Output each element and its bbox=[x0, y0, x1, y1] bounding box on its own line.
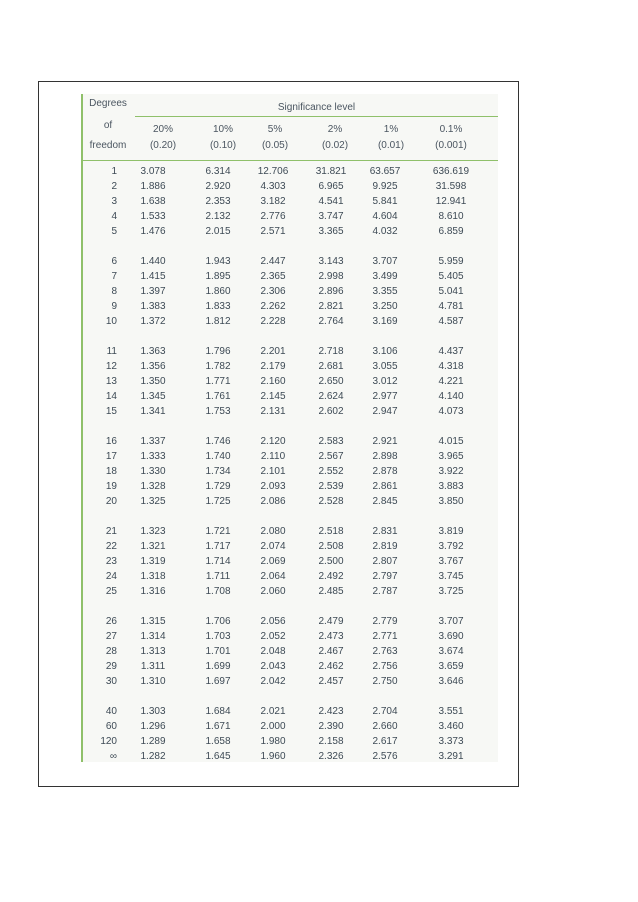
critical-value-cell: 3.745 bbox=[438, 571, 464, 582]
degrees-of-freedom-cell: 4 bbox=[111, 211, 117, 222]
critical-value-cell: 2.624 bbox=[318, 391, 344, 402]
critical-value-cell: 2.977 bbox=[372, 391, 398, 402]
critical-value-cell: 3.169 bbox=[372, 316, 398, 327]
critical-value-cell: 1.886 bbox=[140, 181, 166, 192]
critical-value-cell: 3.707 bbox=[438, 616, 464, 627]
critical-value-cell: 2.518 bbox=[318, 526, 344, 537]
degrees-of-freedom-cell: 19 bbox=[105, 481, 117, 492]
critical-value-cell: 2.145 bbox=[260, 391, 286, 402]
critical-value-cell: 2.048 bbox=[260, 646, 286, 657]
degrees-of-freedom-cell: 28 bbox=[105, 646, 117, 657]
table-row bbox=[83, 646, 498, 661]
critical-value-cell: 2.390 bbox=[318, 721, 344, 732]
table-row bbox=[83, 346, 498, 361]
degrees-of-freedom-cell: 18 bbox=[105, 466, 117, 477]
critical-value-cell: 2.920 bbox=[205, 181, 231, 192]
critical-value-cell: 2.056 bbox=[260, 616, 286, 627]
critical-value-cell: 2.365 bbox=[260, 271, 286, 282]
degrees-of-freedom-cell: 21 bbox=[105, 526, 117, 537]
critical-value-cell: 4.587 bbox=[438, 316, 464, 327]
critical-value-cell: 1.895 bbox=[205, 271, 231, 282]
critical-value-cell: 3.078 bbox=[140, 166, 166, 177]
critical-value-cell: 1.860 bbox=[205, 286, 231, 297]
critical-value-cell: 3.551 bbox=[438, 706, 464, 717]
column-header-pct: 10% bbox=[212, 124, 233, 135]
column-header-pct: 5% bbox=[267, 124, 283, 135]
critical-value-cell: 1.729 bbox=[205, 481, 231, 492]
critical-value-cell: 1.350 bbox=[140, 376, 166, 387]
critical-value-cell: 3.819 bbox=[438, 526, 464, 537]
critical-value-cell: 1.761 bbox=[205, 391, 231, 402]
critical-value-cell: 1.703 bbox=[205, 631, 231, 642]
t-distribution-table bbox=[81, 94, 498, 762]
critical-value-cell: 1.671 bbox=[205, 721, 231, 732]
critical-value-cell: 1.372 bbox=[140, 316, 166, 327]
column-header-probability: (0.01) bbox=[377, 140, 405, 151]
critical-value-cell: 1.296 bbox=[140, 721, 166, 732]
degrees-of-freedom-cell: 6 bbox=[111, 256, 117, 267]
critical-value-cell: 9.925 bbox=[372, 181, 398, 192]
table-row bbox=[83, 376, 498, 391]
critical-value-cell: 1.363 bbox=[140, 346, 166, 357]
critical-value-cell: 1.325 bbox=[140, 496, 166, 507]
degrees-of-freedom-cell: 12 bbox=[105, 361, 117, 372]
critical-value-cell: 2.052 bbox=[260, 631, 286, 642]
degrees-of-freedom-cell: ∞ bbox=[109, 751, 117, 762]
header-degrees: Degrees bbox=[89, 98, 127, 109]
column-header-pct: 0.1% bbox=[439, 124, 463, 135]
critical-value-cell: 4.437 bbox=[438, 346, 464, 357]
critical-value-cell: 2.797 bbox=[372, 571, 398, 582]
critical-value-cell: 3.707 bbox=[372, 256, 398, 267]
critical-value-cell: 1.440 bbox=[140, 256, 166, 267]
critical-value-cell: 1.725 bbox=[205, 496, 231, 507]
critical-value-cell: 2.681 bbox=[318, 361, 344, 372]
critical-value-cell: 1.645 bbox=[205, 751, 231, 762]
table-row bbox=[83, 481, 498, 496]
degrees-of-freedom-cell: 9 bbox=[111, 301, 117, 312]
table-row bbox=[83, 556, 498, 571]
critical-value-cell: 4.221 bbox=[438, 376, 464, 387]
table-row bbox=[83, 616, 498, 631]
degrees-of-freedom-cell: 29 bbox=[105, 661, 117, 672]
table-row bbox=[83, 721, 498, 736]
critical-value-cell: 2.080 bbox=[260, 526, 286, 537]
critical-value-cell: 3.747 bbox=[318, 211, 344, 222]
critical-value-cell: 2.132 bbox=[205, 211, 231, 222]
table-row bbox=[83, 196, 498, 211]
critical-value-cell: 2.718 bbox=[318, 346, 344, 357]
degrees-of-freedom-cell: 27 bbox=[105, 631, 117, 642]
critical-value-cell: 2.467 bbox=[318, 646, 344, 657]
critical-value-cell: 3.767 bbox=[438, 556, 464, 567]
critical-value-cell: 1.356 bbox=[140, 361, 166, 372]
critical-value-cell: 3.460 bbox=[438, 721, 464, 732]
critical-value-cell: 2.120 bbox=[260, 436, 286, 447]
table-row bbox=[83, 661, 498, 676]
critical-value-cell: 5.959 bbox=[438, 256, 464, 267]
critical-value-cell: 2.571 bbox=[260, 226, 286, 237]
table-row bbox=[83, 676, 498, 691]
critical-value-cell: 2.492 bbox=[318, 571, 344, 582]
critical-value-cell: 2.101 bbox=[260, 466, 286, 477]
critical-value-cell: 5.405 bbox=[438, 271, 464, 282]
critical-value-cell: 1.318 bbox=[140, 571, 166, 582]
critical-value-cell: 3.499 bbox=[372, 271, 398, 282]
degrees-of-freedom-cell: 120 bbox=[100, 736, 117, 747]
critical-value-cell: 1.706 bbox=[205, 616, 231, 627]
critical-value-cell: 1.328 bbox=[140, 481, 166, 492]
critical-value-cell: 4.140 bbox=[438, 391, 464, 402]
critical-value-cell: 2.042 bbox=[260, 676, 286, 687]
critical-value-cell: 2.479 bbox=[318, 616, 344, 627]
table-row bbox=[83, 391, 498, 406]
degrees-of-freedom-cell: 25 bbox=[105, 586, 117, 597]
critical-value-cell: 1.753 bbox=[205, 406, 231, 417]
table-row bbox=[83, 256, 498, 271]
critical-value-cell: 2.831 bbox=[372, 526, 398, 537]
critical-value-cell: 31.598 bbox=[435, 181, 467, 192]
critical-value-cell: 1.740 bbox=[205, 451, 231, 462]
column-header-probability: (0.10) bbox=[209, 140, 237, 151]
critical-value-cell: 2.898 bbox=[372, 451, 398, 462]
column-header-pct: 1% bbox=[383, 124, 399, 135]
critical-value-cell: 2.201 bbox=[260, 346, 286, 357]
critical-value-cell: 1.323 bbox=[140, 526, 166, 537]
header-rule-top bbox=[135, 116, 498, 117]
critical-value-cell: 1.289 bbox=[140, 736, 166, 747]
degrees-of-freedom-cell: 30 bbox=[105, 676, 117, 687]
critical-value-cell: 3.965 bbox=[438, 451, 464, 462]
critical-value-cell: 2.878 bbox=[372, 466, 398, 477]
critical-value-cell: 1.721 bbox=[205, 526, 231, 537]
critical-value-cell: 2.473 bbox=[318, 631, 344, 642]
degrees-of-freedom-cell: 7 bbox=[111, 271, 117, 282]
critical-value-cell: 1.960 bbox=[260, 751, 286, 762]
critical-value-cell: 2.764 bbox=[318, 316, 344, 327]
critical-value-cell: 2.821 bbox=[318, 301, 344, 312]
critical-value-cell: 4.073 bbox=[438, 406, 464, 417]
critical-value-cell: 4.781 bbox=[438, 301, 464, 312]
critical-value-cell: 1.711 bbox=[205, 571, 231, 582]
table-row bbox=[83, 526, 498, 541]
critical-value-cell: 2.576 bbox=[372, 751, 398, 762]
critical-value-cell: 2.704 bbox=[372, 706, 398, 717]
critical-value-cell: 2.228 bbox=[260, 316, 286, 327]
degrees-of-freedom-cell: 5 bbox=[111, 226, 117, 237]
critical-value-cell: 1.796 bbox=[205, 346, 231, 357]
critical-value-cell: 2.306 bbox=[260, 286, 286, 297]
critical-value-cell: 1.658 bbox=[205, 736, 231, 747]
critical-value-cell: 1.316 bbox=[140, 586, 166, 597]
column-header-pct: 2% bbox=[327, 124, 343, 135]
critical-value-cell: 2.650 bbox=[318, 376, 344, 387]
critical-value-cell: 1.717 bbox=[205, 541, 231, 552]
critical-value-cell: 2.763 bbox=[372, 646, 398, 657]
table-row bbox=[83, 361, 498, 376]
critical-value-cell: 1.833 bbox=[205, 301, 231, 312]
critical-value-cell: 1.771 bbox=[205, 376, 231, 387]
critical-value-cell: 3.646 bbox=[438, 676, 464, 687]
critical-value-cell: 3.291 bbox=[438, 751, 464, 762]
critical-value-cell: 2.787 bbox=[372, 586, 398, 597]
critical-value-cell: 1.397 bbox=[140, 286, 166, 297]
table-row bbox=[83, 226, 498, 241]
table-row bbox=[83, 436, 498, 451]
column-header-probability: (0.02) bbox=[321, 140, 349, 151]
critical-value-cell: 1.980 bbox=[260, 736, 286, 747]
critical-value-cell: 636.619 bbox=[432, 166, 470, 177]
critical-value-cell: 2.485 bbox=[318, 586, 344, 597]
critical-value-cell: 2.000 bbox=[260, 721, 286, 732]
critical-value-cell: 2.617 bbox=[372, 736, 398, 747]
table-row bbox=[83, 451, 498, 466]
critical-value-cell: 3.674 bbox=[438, 646, 464, 657]
critical-value-cell: 4.015 bbox=[438, 436, 464, 447]
critical-value-cell: 2.602 bbox=[318, 406, 344, 417]
critical-value-cell: 2.896 bbox=[318, 286, 344, 297]
critical-value-cell: 2.819 bbox=[372, 541, 398, 552]
column-header-probability: (0.001) bbox=[435, 140, 467, 151]
critical-value-cell: 2.326 bbox=[318, 751, 344, 762]
critical-value-cell: 12.941 bbox=[435, 196, 467, 207]
critical-value-cell: 3.725 bbox=[438, 586, 464, 597]
page-frame bbox=[38, 81, 519, 787]
critical-value-cell: 1.333 bbox=[140, 451, 166, 462]
critical-value-cell: 1.314 bbox=[140, 631, 166, 642]
critical-value-cell: 2.086 bbox=[260, 496, 286, 507]
critical-value-cell: 1.476 bbox=[140, 226, 166, 237]
critical-value-cell: 2.508 bbox=[318, 541, 344, 552]
critical-value-cell: 2.552 bbox=[318, 466, 344, 477]
table-row bbox=[83, 586, 498, 601]
degrees-of-freedom-cell: 11 bbox=[106, 346, 117, 357]
degrees-of-freedom-cell: 14 bbox=[105, 391, 117, 402]
table-row bbox=[83, 211, 498, 226]
degrees-of-freedom-cell: 60 bbox=[105, 721, 117, 732]
critical-value-cell: 1.341 bbox=[140, 406, 166, 417]
critical-value-cell: 6.314 bbox=[205, 166, 231, 177]
critical-value-cell: 4.541 bbox=[318, 196, 344, 207]
critical-value-cell: 2.947 bbox=[372, 406, 398, 417]
critical-value-cell: 2.567 bbox=[318, 451, 344, 462]
degrees-of-freedom-cell: 20 bbox=[105, 496, 117, 507]
critical-value-cell: 1.303 bbox=[140, 706, 166, 717]
critical-value-cell: 1.943 bbox=[205, 256, 231, 267]
critical-value-cell: 2.043 bbox=[260, 661, 286, 672]
critical-value-cell: 3.922 bbox=[438, 466, 464, 477]
critical-value-cell: 4.303 bbox=[260, 181, 286, 192]
critical-value-cell: 1.701 bbox=[205, 646, 231, 657]
table-row bbox=[83, 181, 498, 196]
critical-value-cell: 1.315 bbox=[140, 616, 166, 627]
critical-value-cell: 4.318 bbox=[438, 361, 464, 372]
degrees-of-freedom-cell: 13 bbox=[105, 376, 117, 387]
critical-value-cell: 2.060 bbox=[260, 586, 286, 597]
critical-value-cell: 2.776 bbox=[260, 211, 286, 222]
table-row bbox=[83, 751, 498, 766]
critical-value-cell: 1.699 bbox=[205, 661, 231, 672]
critical-value-cell: 2.756 bbox=[372, 661, 398, 672]
degrees-of-freedom-cell: 2 bbox=[111, 181, 117, 192]
critical-value-cell: 3.850 bbox=[438, 496, 464, 507]
table-row bbox=[83, 271, 498, 286]
critical-value-cell: 63.657 bbox=[369, 166, 401, 177]
critical-value-cell: 1.345 bbox=[140, 391, 166, 402]
degrees-of-freedom-cell: 22 bbox=[105, 541, 117, 552]
critical-value-cell: 2.074 bbox=[260, 541, 286, 552]
table-row bbox=[83, 466, 498, 481]
critical-value-cell: 4.032 bbox=[372, 226, 398, 237]
critical-value-cell: 3.106 bbox=[372, 346, 398, 357]
critical-value-cell: 2.750 bbox=[372, 676, 398, 687]
critical-value-cell: 1.313 bbox=[140, 646, 166, 657]
critical-value-cell: 2.462 bbox=[318, 661, 344, 672]
column-header-probability: (0.20) bbox=[149, 140, 177, 151]
critical-value-cell: 2.539 bbox=[318, 481, 344, 492]
critical-value-cell: 6.859 bbox=[438, 226, 464, 237]
critical-value-cell: 2.160 bbox=[260, 376, 286, 387]
critical-value-cell: 1.746 bbox=[205, 436, 231, 447]
critical-value-cell: 3.055 bbox=[372, 361, 398, 372]
critical-value-cell: 2.015 bbox=[205, 226, 231, 237]
critical-value-cell: 2.660 bbox=[372, 721, 398, 732]
table-row bbox=[83, 541, 498, 556]
degrees-of-freedom-cell: 3 bbox=[111, 196, 117, 207]
critical-value-cell: 1.330 bbox=[140, 466, 166, 477]
table-row bbox=[83, 316, 498, 331]
critical-value-cell: 5.841 bbox=[372, 196, 398, 207]
critical-value-cell: 4.604 bbox=[372, 211, 398, 222]
table-row bbox=[83, 496, 498, 511]
table-row bbox=[83, 571, 498, 586]
table-row bbox=[83, 706, 498, 721]
critical-value-cell: 1.319 bbox=[140, 556, 166, 567]
critical-value-cell: 2.353 bbox=[205, 196, 231, 207]
critical-value-cell: 12.706 bbox=[257, 166, 289, 177]
header-freedom: freedom bbox=[89, 140, 127, 151]
critical-value-cell: 2.807 bbox=[372, 556, 398, 567]
critical-value-cell: 1.310 bbox=[140, 676, 166, 687]
critical-value-cell: 2.262 bbox=[260, 301, 286, 312]
critical-value-cell: 31.821 bbox=[315, 166, 347, 177]
critical-value-cell: 3.143 bbox=[318, 256, 344, 267]
critical-value-cell: 2.861 bbox=[372, 481, 398, 492]
degrees-of-freedom-cell: 1 bbox=[111, 166, 117, 177]
critical-value-cell: 2.021 bbox=[260, 706, 286, 717]
table-row bbox=[83, 406, 498, 421]
critical-value-cell: 3.012 bbox=[372, 376, 398, 387]
critical-value-cell: 1.734 bbox=[205, 466, 231, 477]
critical-value-cell: 1.383 bbox=[140, 301, 166, 312]
header-significance-level: Significance level bbox=[277, 102, 356, 113]
table-row bbox=[83, 286, 498, 301]
critical-value-cell: 2.998 bbox=[318, 271, 344, 282]
critical-value-cell: 1.533 bbox=[140, 211, 166, 222]
critical-value-cell: 1.697 bbox=[205, 676, 231, 687]
critical-value-cell: 8.610 bbox=[438, 211, 464, 222]
critical-value-cell: 2.064 bbox=[260, 571, 286, 582]
critical-value-cell: 3.182 bbox=[260, 196, 286, 207]
table-row bbox=[83, 631, 498, 646]
critical-value-cell: 2.158 bbox=[318, 736, 344, 747]
header-rule-bottom bbox=[83, 160, 498, 161]
critical-value-cell: 1.638 bbox=[140, 196, 166, 207]
critical-value-cell: 2.583 bbox=[318, 436, 344, 447]
degrees-of-freedom-cell: 24 bbox=[105, 571, 117, 582]
critical-value-cell: 2.131 bbox=[260, 406, 286, 417]
critical-value-cell: 3.690 bbox=[438, 631, 464, 642]
critical-value-cell: 2.093 bbox=[260, 481, 286, 492]
critical-value-cell: 1.812 bbox=[205, 316, 231, 327]
degrees-of-freedom-cell: 8 bbox=[111, 286, 117, 297]
critical-value-cell: 2.447 bbox=[260, 256, 286, 267]
critical-value-cell: 3.365 bbox=[318, 226, 344, 237]
critical-value-cell: 3.250 bbox=[372, 301, 398, 312]
critical-value-cell: 3.792 bbox=[438, 541, 464, 552]
table-row bbox=[83, 166, 498, 181]
critical-value-cell: 2.179 bbox=[260, 361, 286, 372]
degrees-of-freedom-cell: 26 bbox=[105, 616, 117, 627]
critical-value-cell: 1.415 bbox=[140, 271, 166, 282]
table-row bbox=[83, 736, 498, 751]
critical-value-cell: 1.708 bbox=[205, 586, 231, 597]
column-header-probability: (0.05) bbox=[261, 140, 289, 151]
critical-value-cell: 5.041 bbox=[438, 286, 464, 297]
critical-value-cell: 2.845 bbox=[372, 496, 398, 507]
column-header-pct: 20% bbox=[152, 124, 173, 135]
degrees-of-freedom-cell: 23 bbox=[105, 556, 117, 567]
critical-value-cell: 1.714 bbox=[205, 556, 231, 567]
critical-value-cell: 1.684 bbox=[205, 706, 231, 717]
degrees-of-freedom-cell: 16 bbox=[105, 436, 117, 447]
critical-value-cell: 2.069 bbox=[260, 556, 286, 567]
critical-value-cell: 2.500 bbox=[318, 556, 344, 567]
critical-value-cell: 2.779 bbox=[372, 616, 398, 627]
table-row bbox=[83, 301, 498, 316]
critical-value-cell: 1.782 bbox=[205, 361, 231, 372]
critical-value-cell: 2.457 bbox=[318, 676, 344, 687]
critical-value-cell: 2.921 bbox=[372, 436, 398, 447]
degrees-of-freedom-cell: 15 bbox=[105, 406, 117, 417]
header-of: of bbox=[103, 120, 113, 131]
critical-value-cell: 3.373 bbox=[438, 736, 464, 747]
critical-value-cell: 1.282 bbox=[140, 751, 166, 762]
critical-value-cell: 3.355 bbox=[372, 286, 398, 297]
critical-value-cell: 2.528 bbox=[318, 496, 344, 507]
degrees-of-freedom-cell: 17 bbox=[105, 451, 117, 462]
critical-value-cell: 1.337 bbox=[140, 436, 166, 447]
critical-value-cell: 2.771 bbox=[372, 631, 398, 642]
critical-value-cell: 1.321 bbox=[140, 541, 166, 552]
critical-value-cell: 2.423 bbox=[318, 706, 344, 717]
degrees-of-freedom-cell: 40 bbox=[105, 706, 117, 717]
critical-value-cell: 6.965 bbox=[318, 181, 344, 192]
critical-value-cell: 1.311 bbox=[140, 661, 166, 672]
critical-value-cell: 3.883 bbox=[438, 481, 464, 492]
degrees-of-freedom-cell: 10 bbox=[105, 316, 117, 327]
critical-value-cell: 3.659 bbox=[438, 661, 464, 672]
critical-value-cell: 2.110 bbox=[260, 451, 286, 462]
